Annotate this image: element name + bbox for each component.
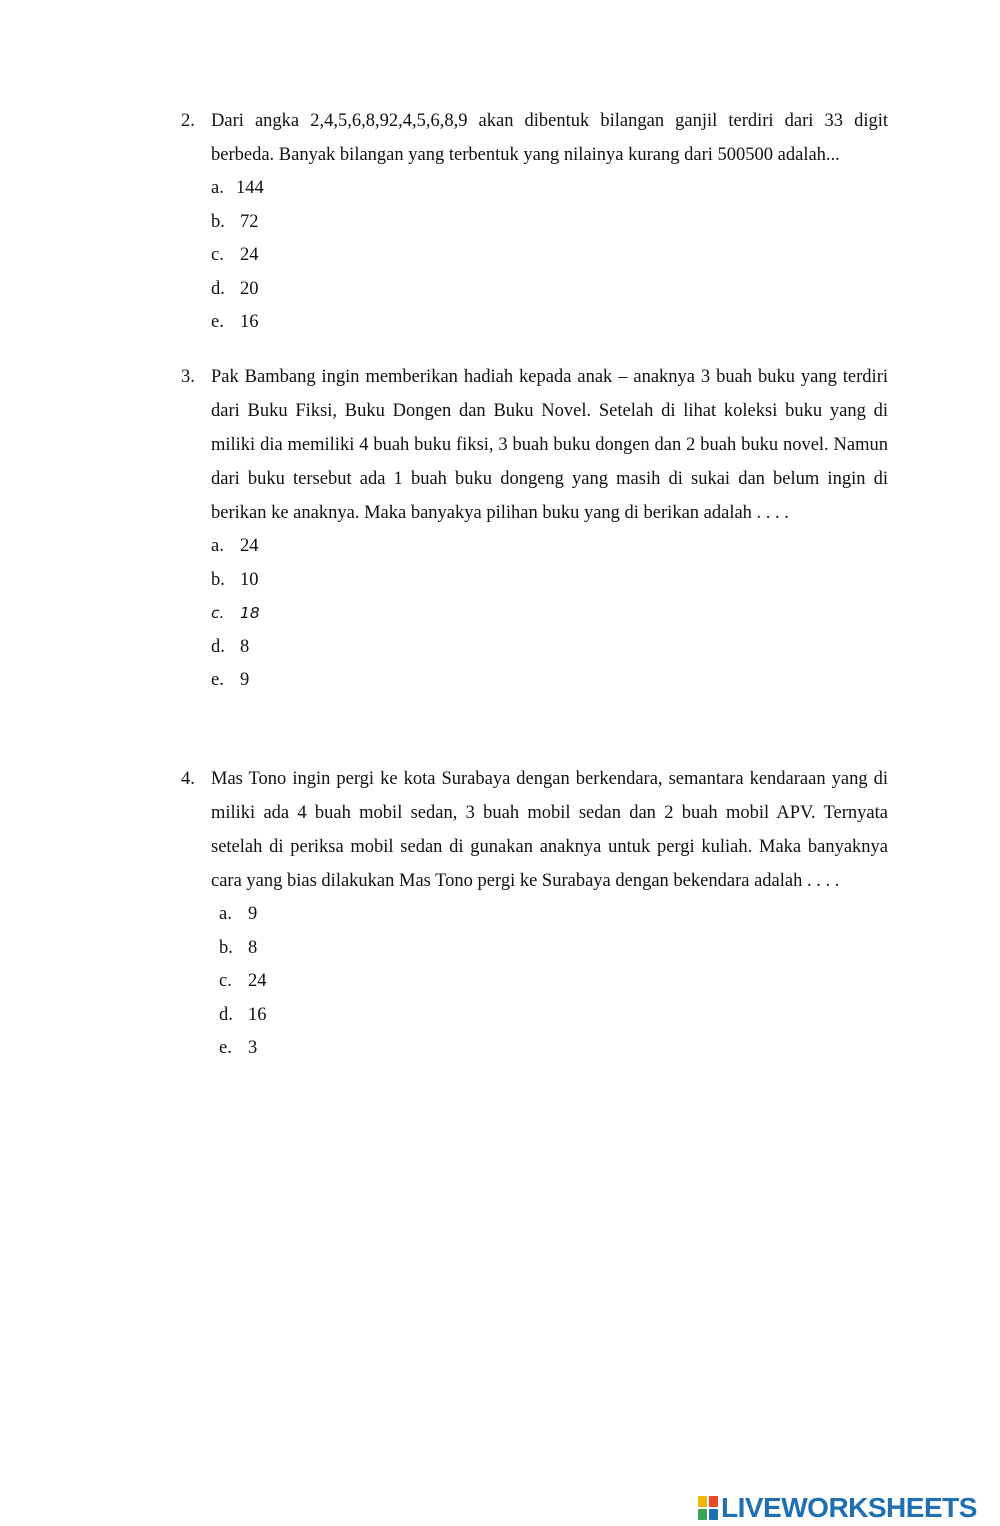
option-value: 3 xyxy=(248,1038,258,1059)
question-4-stem xyxy=(178,762,888,898)
option-letter: c. xyxy=(211,245,224,266)
option-letter: d. xyxy=(211,636,225,657)
option-value: 18 xyxy=(240,604,260,623)
question-3 xyxy=(178,360,888,698)
option-value: 24 xyxy=(240,245,259,266)
option-value: 8 xyxy=(240,636,250,657)
question-2 xyxy=(178,104,888,340)
logo-block xyxy=(709,1509,718,1520)
logo-block xyxy=(698,1509,707,1520)
option-a[interactable] xyxy=(211,172,888,206)
option-value: 16 xyxy=(240,312,259,333)
option-b[interactable] xyxy=(211,564,888,598)
option-list xyxy=(211,530,888,698)
option-letter: a. xyxy=(211,178,224,198)
option-value: 16 xyxy=(248,1004,267,1025)
option-value: 24 xyxy=(248,971,267,992)
option-value: 9 xyxy=(248,904,258,924)
option-list xyxy=(219,898,888,1066)
option-a[interactable] xyxy=(211,530,888,564)
option-d[interactable] xyxy=(211,273,888,307)
option-value: 9 xyxy=(240,670,250,691)
option-letter: c. xyxy=(219,971,232,992)
logo-blocks-icon xyxy=(698,1496,718,1520)
option-e[interactable] xyxy=(211,664,888,698)
option-d[interactable] xyxy=(219,999,888,1033)
option-d[interactable] xyxy=(211,631,888,665)
option-value: 24 xyxy=(240,536,259,556)
option-b[interactable] xyxy=(219,932,888,966)
option-value: 8 xyxy=(248,937,258,958)
question-text: Pak Bambang ingin memberikan hadiah kepada anak – anaknya 3 buah buku yang terdiri dari Buku Fiksi, Buku Dongen dan Buku Novel. Setelah di lihat koleksi buku yang di miliki dia memiliki 4 buah buku fiksi, 3 buah buku dongen dan 2 buah buku novel. Namun dari buku tersebut ada 1 buah buku dongeng yang masih di sukai dan belum ingin di berikan ke anaknya. Maka banyakya pilihan buku yang di berikan adalah . . . . xyxy=(211,367,888,523)
option-letter: c. xyxy=(211,604,225,623)
logo-block xyxy=(698,1496,707,1507)
logo-block xyxy=(709,1496,718,1507)
option-letter: d. xyxy=(219,1004,233,1025)
option-value: 10 xyxy=(240,569,259,590)
option-a[interactable] xyxy=(219,898,888,932)
question-text: Dari angka 2,4,5,6,8,92,4,5,6,8,9 akan dibentuk bilangan ganjil terdiri dari 33 digit berbeda. Banyak bilangan yang terbentuk yang nilainya kurang dari 500500 adalah... xyxy=(211,111,888,165)
option-letter: b. xyxy=(211,211,225,232)
option-b[interactable] xyxy=(211,206,888,240)
option-c[interactable] xyxy=(219,965,888,999)
question-number: 4. xyxy=(181,769,195,789)
question-text: Mas Tono ingin pergi ke kota Surabaya dengan berkendara, semantara kendaraan yang di miliki ada 4 buah mobil sedan, 3 buah mobil sedan dan 2 buah mobil APV. Ternyata setelah di periksa mobil sedan di gunakan anaknya untuk pergi kuliah. Maka banyaknya cara yang bias dilakukan Mas Tono pergi ke Surabaya dengan bekendara adalah . . . . xyxy=(211,769,888,891)
option-value: 144 xyxy=(236,178,264,198)
logo-text: LIVEWORKSHEETS xyxy=(721,1492,977,1523)
option-e[interactable] xyxy=(211,306,888,340)
option-letter: e. xyxy=(219,1038,232,1059)
question-2-stem xyxy=(178,104,888,172)
question-4 xyxy=(178,762,888,1066)
option-letter: b. xyxy=(219,937,233,958)
option-letter: a. xyxy=(219,904,232,924)
option-c[interactable] xyxy=(211,597,888,631)
question-number: 3. xyxy=(181,367,195,387)
option-c[interactable] xyxy=(211,239,888,273)
option-letter: e. xyxy=(211,312,224,333)
option-list xyxy=(211,172,888,340)
option-value: 72 xyxy=(240,211,259,232)
question-number: 2. xyxy=(181,111,195,131)
liveworksheets-logo xyxy=(698,1490,977,1526)
option-letter: a. xyxy=(211,536,224,556)
option-e[interactable] xyxy=(219,1032,888,1066)
question-3-stem xyxy=(178,360,888,530)
option-letter: e. xyxy=(211,670,224,691)
option-value: 20 xyxy=(240,278,259,299)
option-letter: b. xyxy=(211,569,225,590)
option-letter: d. xyxy=(211,278,225,299)
